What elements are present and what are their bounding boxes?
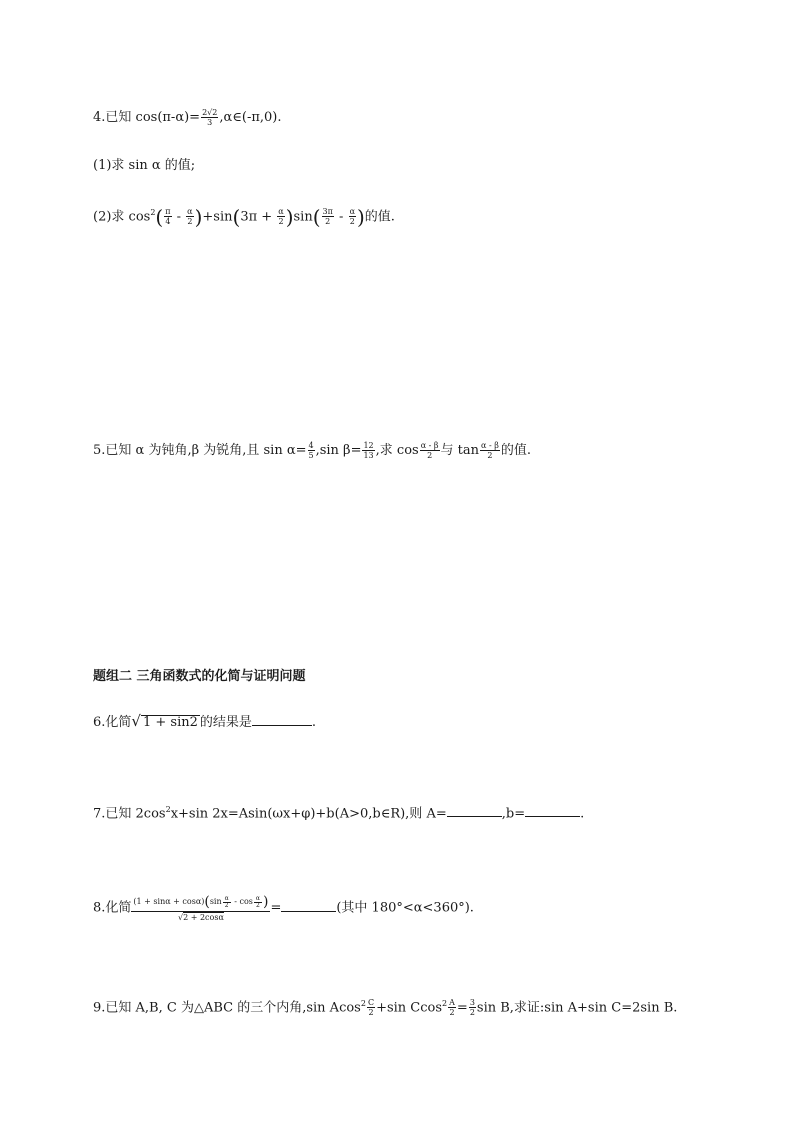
problem-4-prefix: 4.已知 cos(π-α)= bbox=[93, 110, 201, 125]
answer-blank[interactable] bbox=[281, 899, 336, 912]
left-paren: ( bbox=[155, 204, 164, 229]
section-heading-group-2: 题组二 三角函数式的化简与证明问题 bbox=[93, 669, 306, 684]
sqrt-sign: √ bbox=[131, 712, 141, 730]
right-paren: ) bbox=[194, 204, 203, 229]
problem-4-stem bbox=[93, 108, 282, 127]
answer-blank[interactable] bbox=[252, 713, 312, 726]
fraction-2root2-over-3: $\frac{2√2}{3}$ bbox=[202, 108, 218, 127]
fraction-expression: (1 + sinα + cosα)(sin $\frac{\alpha}{2}$ - cos $\frac{\alpha}{2}$ ) √2 + 2cosα bbox=[133, 894, 269, 922]
problem-4-part-1: (1)求 sin α 的值; bbox=[93, 158, 196, 173]
answer-blank-b[interactable] bbox=[525, 804, 580, 817]
problem-4-suffix: ,α∈(-π,0). bbox=[219, 110, 282, 125]
problem-8: 8.化简 (1 + sinα + cosα)(sin $\frac{\alpha}{2}$ - cos $\frac{\alpha}{2}$ ) √2 + 2cosα = (其中 180°<α<360°). bbox=[93, 894, 474, 922]
problem-7: 7.已知 $2\cos^2x+\sin$ 2x=Asin(ωx+φ)+b(A>0,b∈R),则 A= ,b= . bbox=[93, 805, 585, 822]
problem-9: 9.已知 A,B, C 为△ABC 的三个内角,sin Acos$^2$ $\frac{C}{2}$ +sin Ccos$^2$ $\frac{A}{2}$ = $\frac{3}{2}$ sin B,求证:sin A+sin C=2sin B. bbox=[93, 998, 678, 1018]
problem-5: 5.已知 α 为钝角,β 为锐角,且 sin α= $\frac{4}{5}$ ,sin β= $\frac{12}{13}$ ,求 cos $\frac{\alpha - \beta}{2}$ 与 tan $\frac{\alpha - \beta}{2}$ 的值. bbox=[93, 441, 531, 460]
problem-4-part-2: (2)求 $\cos^2$( $\frac{\pi}{4}$ - $\frac{\alpha}{2}$ )+sin(3π + $\frac{\alpha}{2}$ )sin( $\frac{3\pi}{2}$ - $\frac{\alpha}{2}$ )的值. bbox=[93, 204, 395, 229]
answer-blank-a[interactable] bbox=[447, 804, 502, 817]
problem-6: 6.化简√ 1 + sin2 的结果是 . bbox=[93, 712, 317, 730]
